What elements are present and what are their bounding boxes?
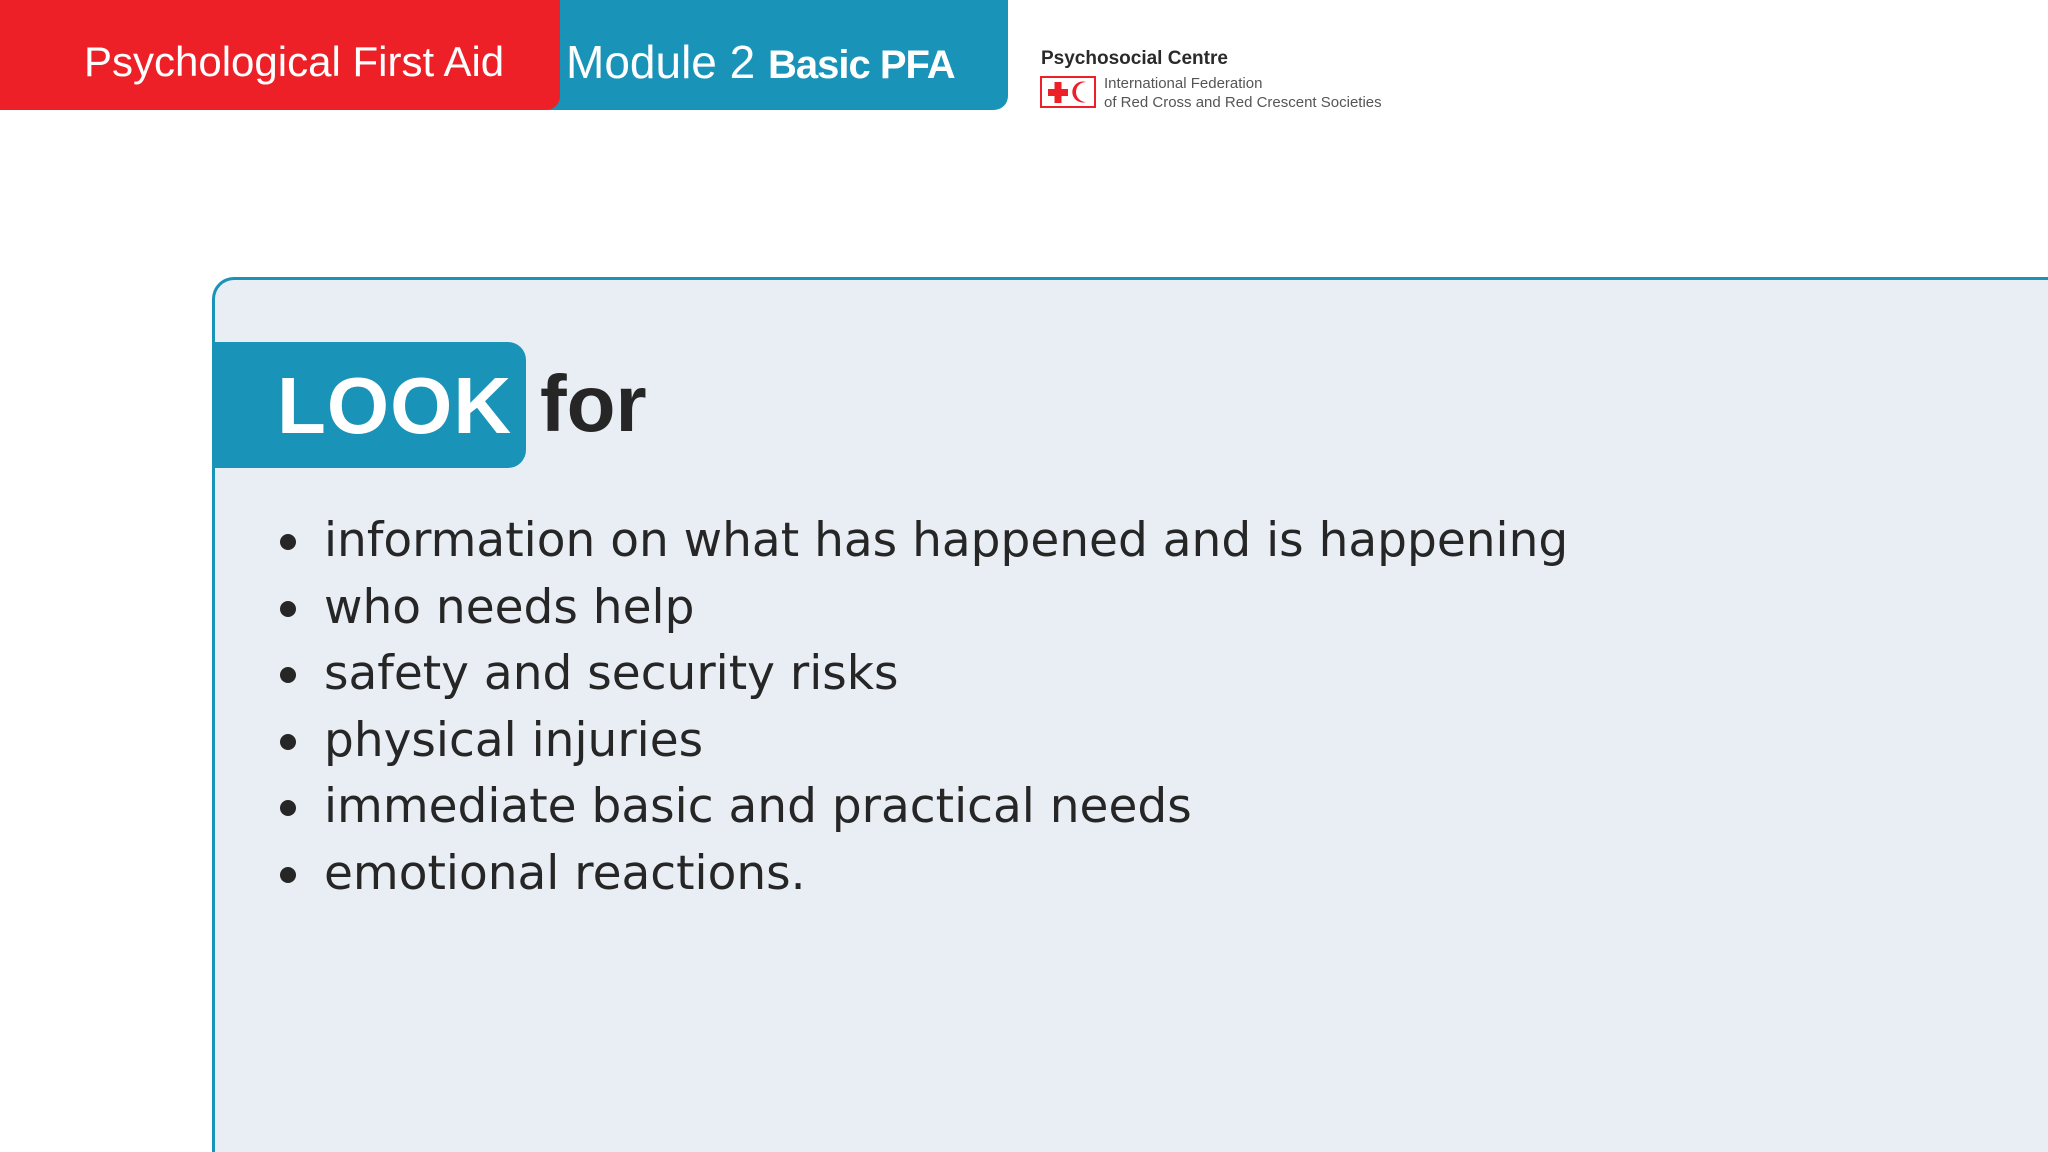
bullet-dot [280, 601, 296, 617]
logo-federation-line2: of Red Cross and Red Crescent Societies [1104, 94, 1382, 111]
module-tab [540, 0, 1008, 110]
bullet-text: information on what has happened and is happening [324, 513, 1569, 568]
list-item [276, 575, 1568, 642]
red-cross-crescent-icon [1040, 76, 1096, 108]
module-heading [566, 35, 955, 89]
list-item [276, 641, 1568, 708]
heading-highlight: LOOK [277, 361, 513, 450]
bullet-text: safety and security risks [324, 646, 899, 701]
ifrc-psychosocial-logo [1040, 48, 1420, 118]
logo-federation-line1: International Federation [1104, 75, 1263, 92]
look-highlight-box [213, 342, 526, 468]
bullet-dot [280, 667, 296, 683]
module-title: Basic PFA [768, 43, 955, 87]
bullet-text: physical injuries [324, 712, 704, 768]
list-item [276, 508, 1568, 575]
bullet-list [276, 508, 1568, 907]
list-item [276, 708, 1568, 775]
bullet-dot [280, 867, 296, 883]
bullet-dot [280, 734, 296, 750]
list-item [276, 841, 1568, 908]
bullet-text: immediate basic and practical needs [324, 779, 1192, 834]
bullet-dot [280, 534, 296, 550]
course-title: Psychological First Aid [84, 38, 505, 85]
module-label: Module 2 [566, 36, 756, 88]
bullet-text: who needs help [324, 579, 695, 635]
heading-rest: for [540, 359, 647, 448]
bullet-text: emotional reactions. [324, 845, 806, 901]
bullet-dot [280, 800, 296, 816]
logo-centre-name: Psychosocial Centre [1041, 48, 1228, 69]
list-item [276, 774, 1568, 841]
course-title-tab [0, 0, 560, 110]
